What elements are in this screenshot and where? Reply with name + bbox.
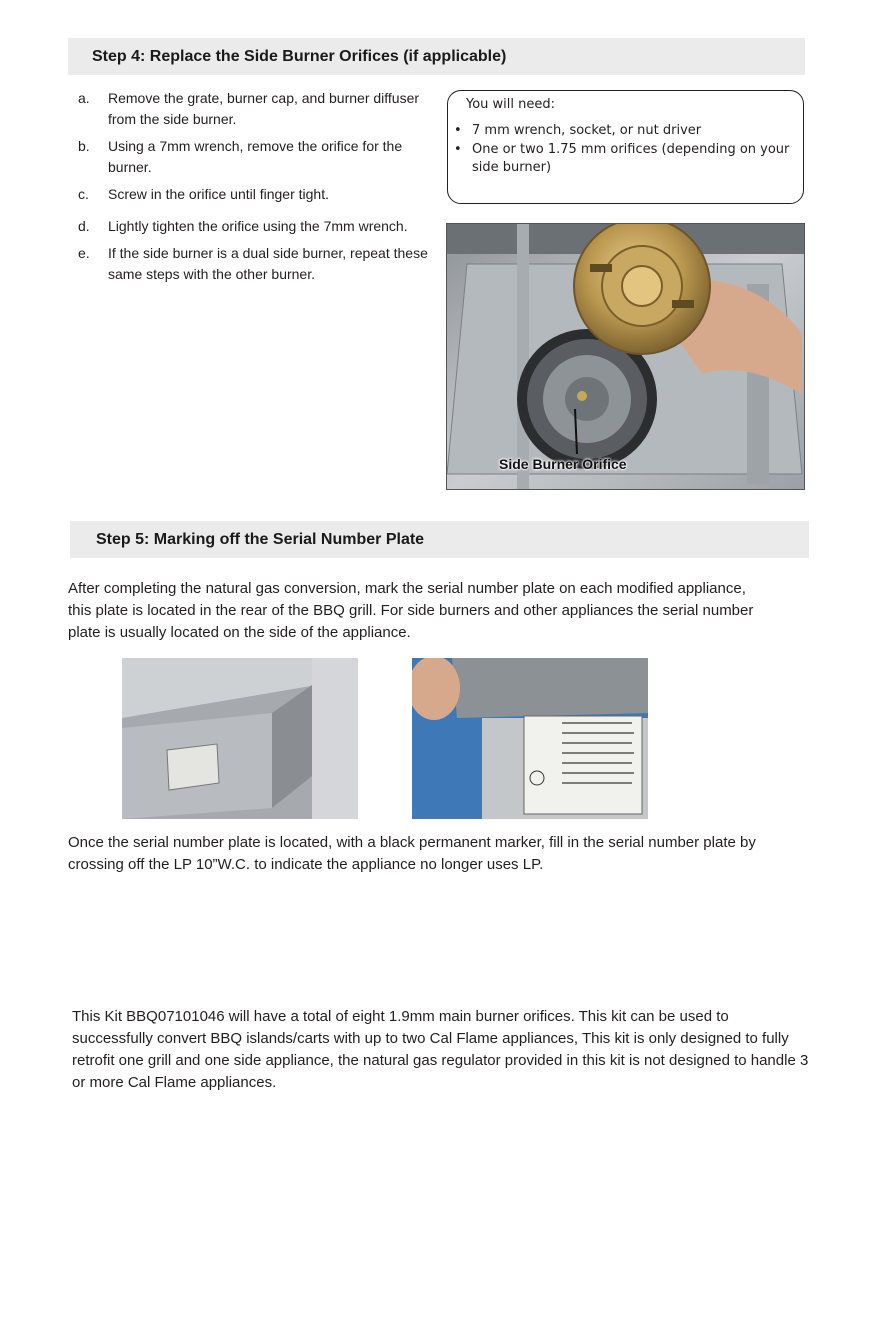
tool-text: One or two 1.75 mm orifices (depending on your side burner)	[472, 142, 790, 175]
serial-plate-closeup-photo	[412, 658, 648, 819]
bullet-icon: •	[454, 123, 462, 138]
step-letter: d.	[78, 218, 90, 234]
step5-heading	[70, 521, 809, 558]
step-letter: e.	[78, 245, 90, 261]
bullet-icon: •	[454, 142, 462, 157]
step-text: Screw in the orifice until finger tight.	[108, 186, 329, 202]
step4-instructions	[78, 88, 434, 291]
step4-heading	[68, 38, 805, 75]
tools-needed-title: You will need:	[466, 97, 556, 112]
list-item	[78, 216, 434, 237]
step-text: Remove the grate, burner cap, and burner diffuser from the side burner.	[108, 90, 420, 127]
list-item	[78, 88, 434, 130]
kit-note: This Kit BBQ07101046 will have a total of eight 1.9mm main burner orifices. This kit can be used to successfully convert BBQ islands/carts with up to two Cal Flame appliances, This kit is only designed to fully retrofit one grill and one side appliance, the natural gas regulator provided in this kit is not designed to handle 3 or more Cal Flame appliances.	[72, 1008, 809, 1091]
step5-instruction: Once the serial number plate is located, with a black permanent marker, fill in the serial number plate by crossing off the LP 10”W.C. to indicate the appliance no longer uses LP.	[68, 834, 756, 873]
step-letter: b.	[78, 138, 90, 154]
side-burner-photo	[446, 223, 805, 490]
step-text: Using a 7mm wrench, remove the orifice for the burner.	[108, 138, 403, 175]
step4-title: Step 4: Replace the Side Burner Orifices (if applicable)	[92, 47, 507, 65]
step5-title: Step 5: Marking off the Serial Number Plate	[96, 530, 425, 548]
step-letter: a.	[78, 90, 90, 106]
side-burner-illustration	[447, 224, 805, 490]
list-item	[454, 141, 793, 177]
tools-needed-box	[447, 90, 804, 204]
photo-caption: Side Burner Orifice	[499, 456, 627, 472]
step-letter: c.	[78, 186, 89, 202]
list-item	[78, 184, 434, 205]
list-item	[78, 136, 434, 178]
step-text: If the side burner is a dual side burner, repeat these same steps with the other burner.	[108, 245, 428, 282]
step5-intro: After completing the natural gas conversion, mark the serial number plate on each modified appliance, this plate is located in the rear of the BBQ grill. For side burners and other appliances the serial number plate is usually located on the side of the appliance.	[68, 580, 754, 641]
tools-list	[454, 122, 793, 177]
list-item	[78, 243, 434, 285]
list-item	[454, 122, 793, 140]
tool-text: 7 mm wrench, socket, or nut driver	[472, 123, 702, 138]
serial-plate-illustration	[122, 658, 358, 819]
step-text: Lightly tighten the orifice using the 7mm wrench.	[108, 218, 408, 234]
serial-plate-location-photo	[122, 658, 358, 819]
serial-plate-closeup-illustration	[412, 658, 648, 819]
